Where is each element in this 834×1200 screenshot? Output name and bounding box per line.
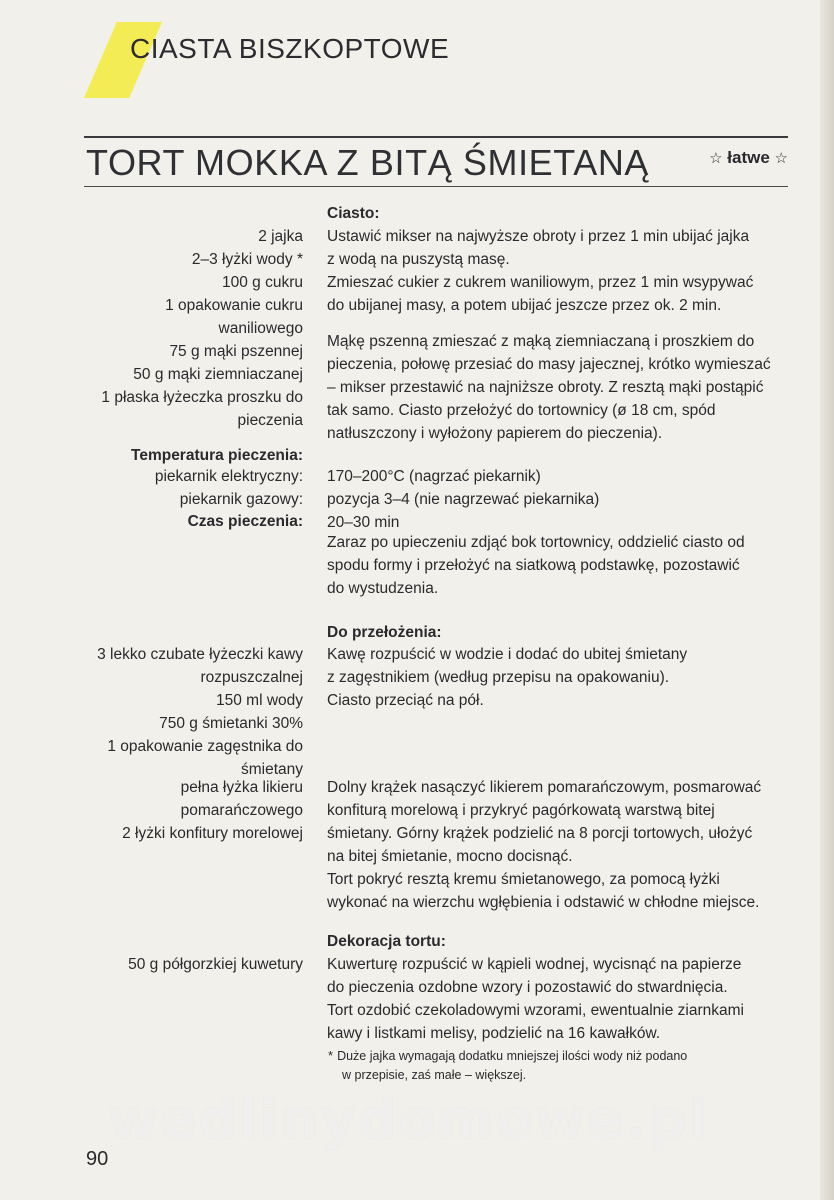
gas-oven-value: pozycja 3–4 (nie nagrzewać piekarnika) [327,491,600,508]
heading-ciasto: Ciasto: [327,205,380,222]
electric-oven-label: piekarnik elektryczny: [154,468,303,485]
paragraph-after-baking: Zaraz po upieczeniu zdjąć bok tortownicy, oddzielić ciasto od spodu formy i przełożyć na siatkową podstawkę, pozostawić do wystudzenia. [327,534,745,597]
ingredient: 2 jajka [258,228,303,245]
ingredient-list-przelozenie [97,643,303,781]
ingredient-list-ciasto [101,225,303,432]
ingredient: 150 ml wody [215,692,303,709]
ingredient: 1 płaska łyżeczka proszku do [101,389,303,406]
electric-oven-value: 170–200°C (nagrzać piekarnik) [327,468,541,485]
ingredient: pomarańczowego [180,802,303,819]
ingredient: 2–3 łyżki wody * [191,251,303,268]
ingredient: 1 opakowanie cukru [165,297,303,314]
footnote-marker: * [328,1048,334,1063]
ingredient: 75 g mąki pszennej [169,343,303,360]
ingredient: 750 g śmietanki 30% [159,715,303,732]
ingredient-list-dekoracja [128,953,303,976]
footnote-marker: * [296,251,303,268]
title-rule [84,186,788,187]
difficulty-label [709,148,788,168]
heading-przelozenie: Do przełożenia: [327,624,442,641]
ingredient: 3 lekko czubate łyżeczki kawy [97,646,303,663]
ingredient: 2 łyżki konfitury morelowej [122,825,303,842]
recipe-title: TORT MOKKA Z BITĄ ŚMIETANĄ [86,142,650,183]
paragraph-przelozenie-1: Kawę rozpuścić w wodzie i dodać do ubitej śmietany z zagęstnikiem (według przepisu na opakowaniu). Ciasto przeciąć na pół. [327,646,688,709]
top-rule [84,136,788,138]
ingredient: waniliowego [218,320,303,337]
star-icon: ☆ [709,150,723,167]
baking-temp-label: Temperatura pieczenia: [131,447,303,464]
ingredient: 1 opakowanie zagęstnika do [107,738,303,755]
watermark: wedlinydomowe.pl [108,1088,710,1151]
paragraph-dekoracja: Kuwerturę rozpuścić w kąpieli wodnej, wycisnąć na papierze do pieczenia ozdobne wzory i pozostawić do stwardnięcia. Tort ozdobić czekoladowymi wzorami, ewentualnie ziarnkami kawy i listkami melisy, podzielić na 16 kawałków. [327,956,744,1042]
paragraph-przelozenie-2: Dolny krążek nasączyć likierem pomarańczowym, posmarować konfiturą morelową i przykryć pagórkowatą warstwą bitej śmietany. Górny krążek podzielić na 8 porcji tortowych, ułożyć na bitej śmietanie, mocno docisnąć. Tort pokryć resztą kremu śmietanowego, za pomocą łyżki wykonać na wierzchu wgłębienia i odstawić w chłodne miejsce. [327,779,762,911]
page-number: 90 [86,1148,109,1170]
gas-oven-label: piekarnik gazowy: [179,491,303,508]
ingredient: rozpuszczalnej [200,669,303,686]
ingredient: 50 g mąki ziemniaczanej [133,366,303,383]
star-icon: ☆ [774,150,788,167]
ingredient: pieczenia [237,412,303,429]
ingredient: śmietany [240,761,303,778]
paragraph-ciasto-1: Ustawić mikser na najwyższe obroty i przez 1 min ubijać jajka z wodą na puszystą masę. Zmieszać cukier z cukrem waniliowym, przez 1 min wsypywać do ubijanej masy, a potem ubijać jeszcze przez ok. 2 min. [327,228,754,314]
page-edge [820,0,834,1200]
difficulty-text: łatwe [727,148,770,167]
footnote: * Duże jajka wymagają dodatku mniejszej ilości wody niż podano w przepisie, zaś małe – większej. [328,1048,688,1082]
baking-time-value: 20–30 min [327,514,400,531]
section-title: CIASTA BISZKOPTOWE [130,33,450,64]
baking-time-label: Czas pieczenia: [187,513,303,530]
ingredient: pełna łyżka likieru [180,779,303,796]
baking-values [327,465,599,534]
heading-dekoracja: Dekoracja tortu: [327,933,446,950]
ingredient: 100 g cukru [222,274,303,291]
paragraph-ciasto-2: Mąkę pszenną zmieszać z mąką ziemniaczaną i proszkiem do pieczenia, połowę przesiać do masy jajecznej, krótko wymieszać – mikser przestawić na najniższe obroty. Z resztą mąki postąpić tak samo. Ciasto przełożyć do tortownicy (ø 18 cm, spód natłuszczony i wyłożony papierem do pieczenia). [327,333,771,442]
ingredient: 50 g półgorzkiej kuwetury [128,956,303,973]
ingredient-list-nasaczenie [122,776,303,845]
